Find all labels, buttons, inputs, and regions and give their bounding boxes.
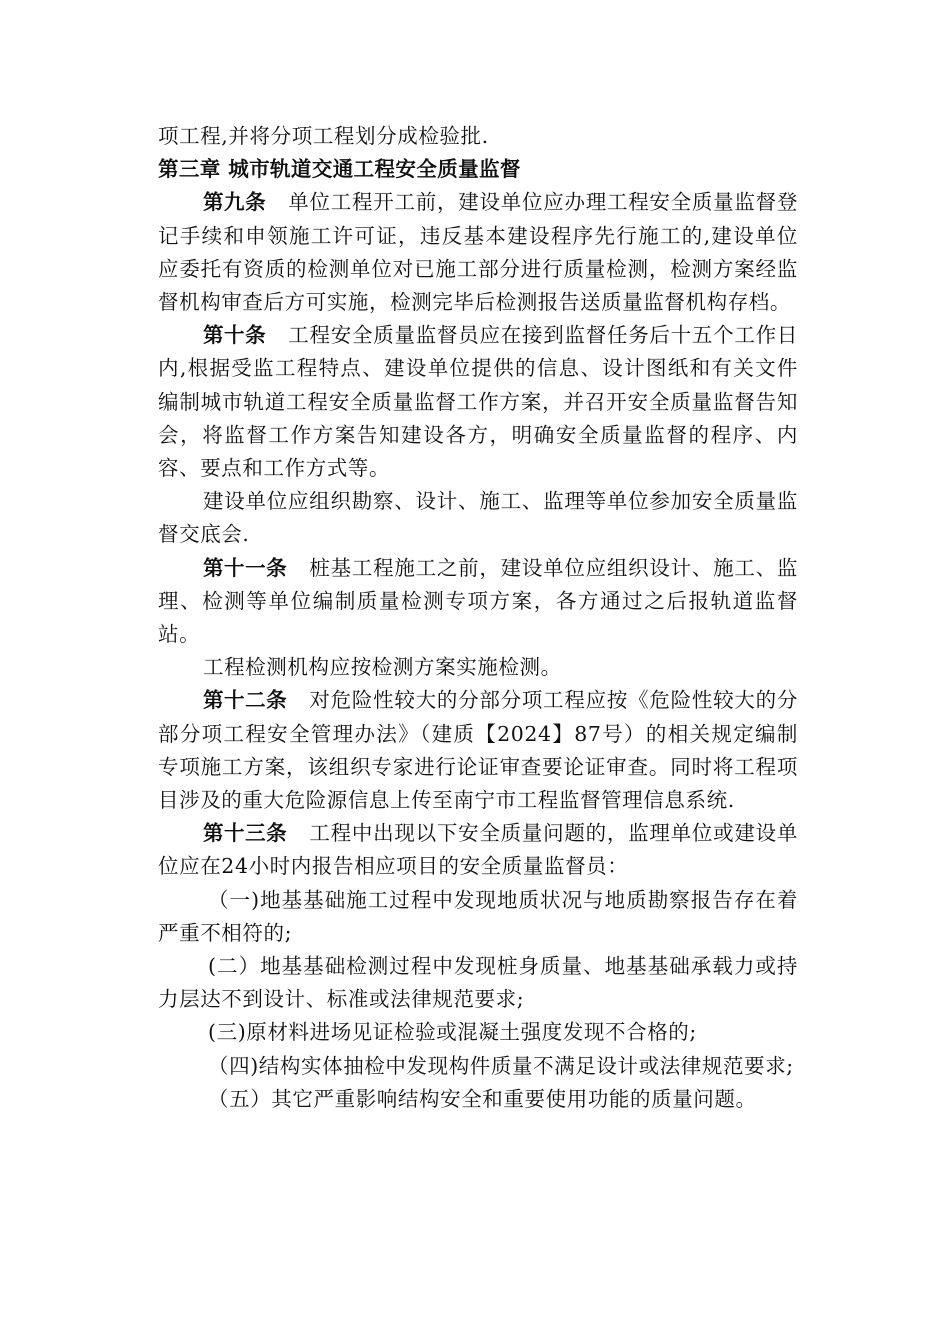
article-10-paragraph-2: 建设单位应组织勘察、设计、施工、监理等单位参加安全质量监督交底会. [158, 489, 798, 547]
article-12 [158, 684, 798, 817]
document-body [158, 120, 798, 1116]
article-9 [158, 186, 798, 319]
article-label: 第十条 [203, 323, 267, 348]
continuation-line: 项工程,并将分项工程划分成检验批. [158, 124, 489, 148]
article-text: 对危险性较大的分部分项工程应按《危险性较大的分部分项工程安全管理办法》（建质【2024】87号）的相关规定编制专项施工方案，该组织专家进行论证审查要论证审查。同时将工程项目涉及的重大危险源信息上传至南宁市工程监督管理信息系统. [158, 688, 798, 813]
article-text: 单位工程开工前，建设单位应办理工程安全质量监督登记手续和申领施工许可证，违反基本建设程序先行施工的,建设单位应委托有资质的检测单位对已施工部分进行质量检测，检测方案经监督机构审查后方可实施，检测完毕后检测报告送质量监督机构存档。 [158, 190, 798, 315]
article-label: 第十一条 [203, 555, 288, 580]
article-10 [158, 319, 798, 485]
list-item-2: (二）地基基础检测过程中发现桩身质量、地基基础承载力或持力层达不到设计、标准或法律规范要求; [158, 954, 798, 1012]
article-11-paragraph-2: 工程检测机构应按检测方案实施检测。 [203, 655, 562, 680]
article-11 [158, 552, 798, 652]
article-text: 工程中出现以下安全质量问题的，监理单位或建设单位应在24小时内报告相应项目的安全质量监督员： [158, 821, 798, 879]
article-text: 工程安全质量监督员应在接到监督任务后十五个工作日内,根据受监工程特点、建设单位提供的信息、设计图纸和有关文件编制城市轨道工程安全质量监督工作方案，并召开安全质量监督告知会，将监督工作方案告知建设各方，明确安全质量监督的程序、内容、要点和工作方式等。 [158, 323, 798, 481]
article-text: 桩基工程施工之前，建设单位应组织设计、施工、监理、检测等单位编制质量检测专项方案，各方通过之后报轨道监督站。 [158, 555, 798, 647]
chapter-heading: 第三章 城市轨道交通工程安全质量监督 [158, 157, 521, 182]
article-13 [158, 817, 798, 883]
list-item-4: （四)结构实体抽检中发现构件质量不满足设计或法律规范要求; [208, 1053, 794, 1078]
article-label: 第十二条 [203, 688, 288, 713]
article-label: 第九条 [203, 190, 267, 215]
list-item-5: （五）其它严重影响结构安全和重要使用功能的质量问题。 [208, 1086, 757, 1111]
article-label: 第十三条 [203, 821, 288, 846]
list-item-3: (三)原材料进场见证检验或混凝土强度发现不合格的; [208, 1020, 697, 1045]
list-item-1: （一)地基基础施工过程中发现地质状况与地质勘察报告存在着严重不相符的; [158, 887, 798, 945]
